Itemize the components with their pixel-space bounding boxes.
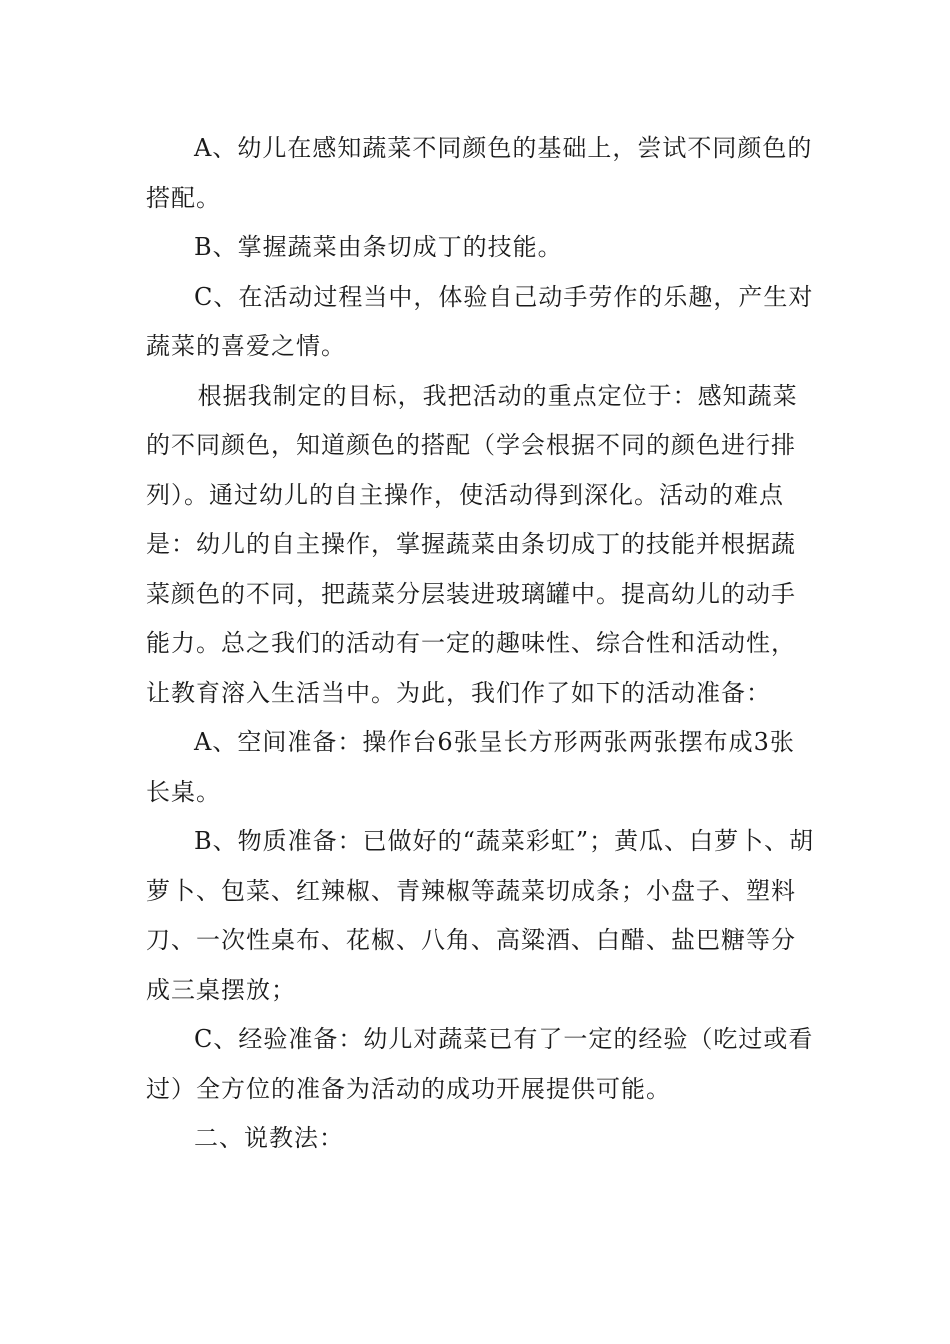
- paragraph-focus-and-difficulty: 根据我制定的目标，我把活动的重点定位于：感知蔬菜的不同颜色，知道颜色的搭配（学会根据不同的颜色进行排列）。通过幼儿的自主操作，使活动得到深化。活动的难点是：幼儿的自主操作，掌握蔬菜由条切成丁的技能并根据蔬菜颜色的不同，把蔬菜分层装进玻璃罐中。提高幼儿的动手能力。总之我们的活动有一定的趣味性、综合性和活动性，让教育溶入生活当中。为此，我们作了如下的活动准备：: [146, 381, 798, 707]
- paragraph-goal-b: B、掌握蔬菜由条切成丁的技能。: [194, 233, 563, 261]
- paragraph-experience-preparation: C、经验准备：幼儿对蔬菜已有了一定的经验（吃过或看过）全方位的准备为活动的成功开展提供可能。: [146, 1025, 814, 1103]
- document-body: [146, 124, 818, 1164]
- section-heading-teaching-method: 二、说教法：: [194, 1124, 344, 1152]
- paragraph-space-preparation: A、空间准备：操作台6张呈长方形两张两张摆布成3张长桌。: [146, 728, 795, 806]
- paragraph-goal-c: C、在活动过程当中，体验自己动手劳作的乐趣，产生对蔬菜的喜爱之情。: [146, 282, 814, 360]
- paragraph-goal-a: A、幼儿在感知蔬菜不同颜色的基础上，尝试不同颜色的搭配。: [146, 134, 813, 212]
- paragraph-material-preparation: B、物质准备：已做好的“蔬菜彩虹”；黄瓜、白萝卜、胡萝卜、包菜、红辣椒、青辣椒等蔬菜切成条；小盘子、塑料刀、一次性桌布、花椒、八角、高粱酒、白醋、盐巴糖等分成三桌摆放；: [146, 827, 815, 1004]
